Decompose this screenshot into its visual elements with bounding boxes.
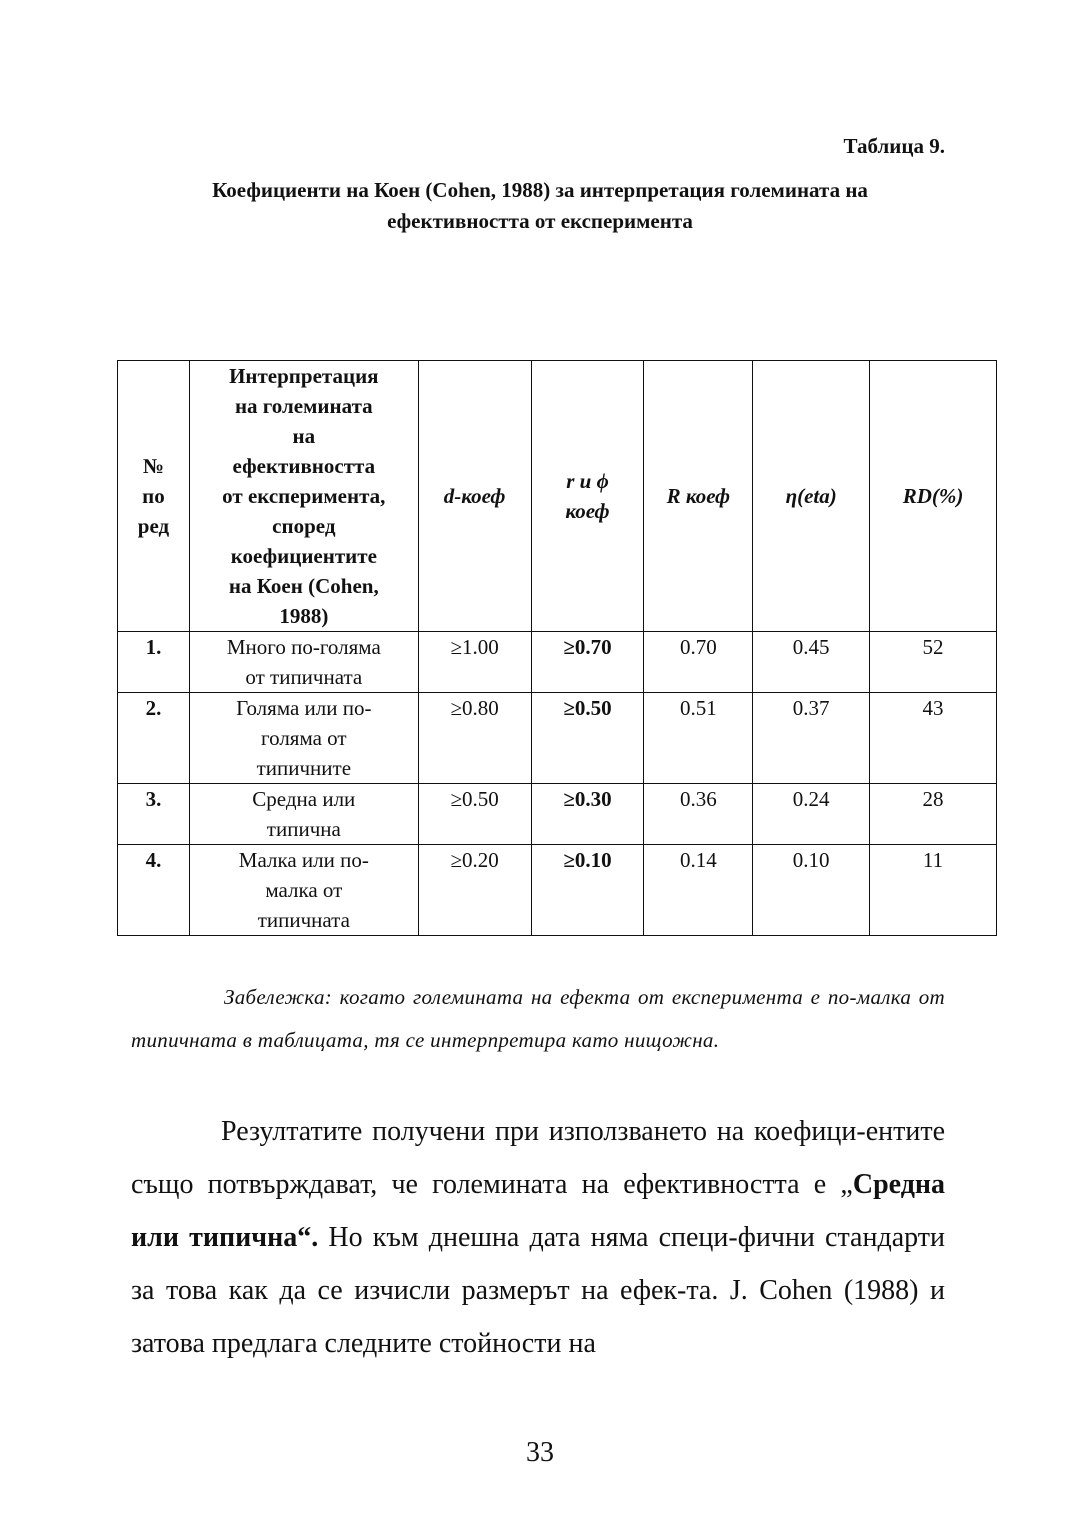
row-number: 4. <box>118 845 190 936</box>
header-row <box>118 361 997 632</box>
row-rd: 11 <box>870 845 997 936</box>
table-row <box>118 632 997 693</box>
table-row <box>118 784 997 845</box>
table-row <box>118 693 997 784</box>
body-paragraph: Резултатите получени при използването на коефици-ентите също потвърждават, че големината на ефективността е „Средна или типична“. Но към днешна дата няма специ-фични стандарти за това как да се изчисли размерът на ефек-та. J. Cohen (1988) и затова предлага следните стойности на <box>131 1116 945 1359</box>
effect-size-table <box>117 360 997 936</box>
table-number: Таблица 9. <box>843 134 945 158</box>
row-eta: 0.37 <box>753 693 870 784</box>
caption-line: ефективността от експеримента <box>387 209 693 233</box>
header-d-coef: d-коеф <box>418 361 531 632</box>
row-eta: 0.24 <box>753 784 870 845</box>
row-number: 1. <box>118 632 190 693</box>
page-number: 33 <box>526 1437 554 1468</box>
row-r: ≥0.70 <box>531 632 644 693</box>
row-r: ≥0.50 <box>531 693 644 784</box>
row-r: ≥0.10 <box>531 845 644 936</box>
row-r: ≥0.30 <box>531 784 644 845</box>
row-interpretation: Средна или типична <box>189 784 418 845</box>
row-rd: 52 <box>870 632 997 693</box>
header-rd: RD(%) <box>870 361 997 632</box>
header-eta: η(eta) <box>753 361 870 632</box>
row-d: ≥0.20 <box>418 845 531 936</box>
row-eta: 0.10 <box>753 845 870 936</box>
row-R: 0.51 <box>644 693 753 784</box>
table-row <box>118 845 997 936</box>
row-rd: 28 <box>870 784 997 845</box>
row-number: 2. <box>118 693 190 784</box>
header-no: № по ред <box>118 361 190 632</box>
row-number: 3. <box>118 784 190 845</box>
row-interpretation: Голяма или по- голяма от типичните <box>189 693 418 784</box>
row-R: 0.36 <box>644 784 753 845</box>
caption-line: Коефициенти на Коен (Cohen, 1988) за интерпретация големината на <box>212 178 868 202</box>
row-eta: 0.45 <box>753 632 870 693</box>
emphasis: Средна или типична“. <box>131 1169 945 1253</box>
header-r-phi-coef: r и ϕ коеф <box>531 361 644 632</box>
table-note: Забележка: когато големината на ефекта от експеримента е по-малка от типичната в таблицата, тя се интерпретира като нищожна. <box>131 985 945 1052</box>
row-d: ≥0.50 <box>418 784 531 845</box>
header-interpretation: Интерпретация на големината на ефективността от експеримента, според коефициентите на Коен (Cohen, 1988) <box>189 361 418 632</box>
row-interpretation: Много по-голяма от типичната <box>189 632 418 693</box>
row-R: 0.70 <box>644 632 753 693</box>
row-d: ≥0.80 <box>418 693 531 784</box>
row-R: 0.14 <box>644 845 753 936</box>
row-rd: 43 <box>870 693 997 784</box>
header-R-coef: R коеф <box>644 361 753 632</box>
table-caption <box>120 175 960 237</box>
row-d: ≥1.00 <box>418 632 531 693</box>
row-interpretation: Малка или по- малка от типичната <box>189 845 418 936</box>
